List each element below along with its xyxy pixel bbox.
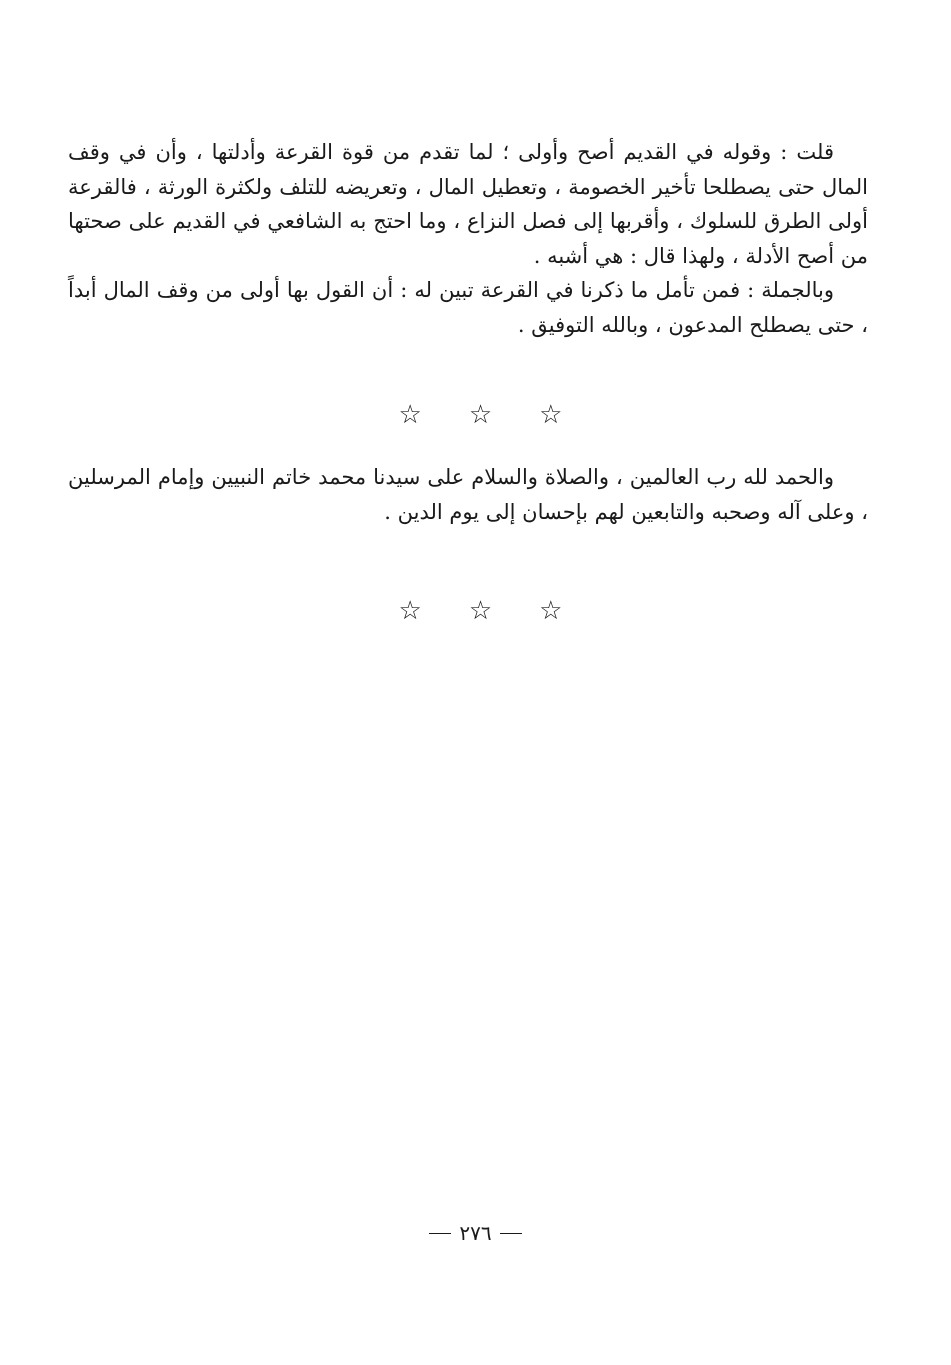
paragraph-1: قلت : وقوله في القديم أصح وأولى ؛ لما تقدم من قوة القرعة وأدلتها ، وأن في وقف المال حتى يصطلحا تأخير الخصومة ، وتعطيل المال ، وتعريضه للتلف ولكثرة الورثة ، فالقرعة أولى الطرق للسلوك ، وأقربها إلى فصل النزاع ، وما احتج به الشافعي في القديم على صحتها من أصح الأدلة ، ولهذا قال : هي أشبه .	[68, 140, 868, 268]
star-icon: ☆	[539, 400, 563, 430]
star-icon: ☆	[398, 400, 422, 430]
closing-text	[68, 460, 868, 529]
star-separator	[0, 400, 951, 430]
paragraph-3: والحمد لله رب العالمين ، والصلاة والسلام على سيدنا محمد خاتم النبيين وإمام المرسلين ، وعلى آله وصحبه والتابعين لهم بإحسان إلى يوم الدين .	[68, 465, 868, 524]
star-icon: ☆	[539, 596, 563, 626]
dash-divider	[429, 1233, 451, 1234]
page-number: ٢٧٦	[459, 1221, 492, 1245]
star-separator	[0, 596, 951, 626]
star-icon: ☆	[468, 400, 493, 430]
page-footer	[0, 1219, 951, 1247]
dash-divider	[500, 1233, 522, 1234]
paragraph-2: وبالجملة : فمن تأمل ما ذكرنا في القرعة تبين له : أن القول بها أولى من وقف المال أبداً ، حتى يصطلح المدعون ، وبالله التوفيق .	[68, 278, 868, 337]
star-icon: ☆	[398, 596, 422, 626]
main-text	[68, 135, 868, 342]
star-icon: ☆	[468, 596, 493, 626]
